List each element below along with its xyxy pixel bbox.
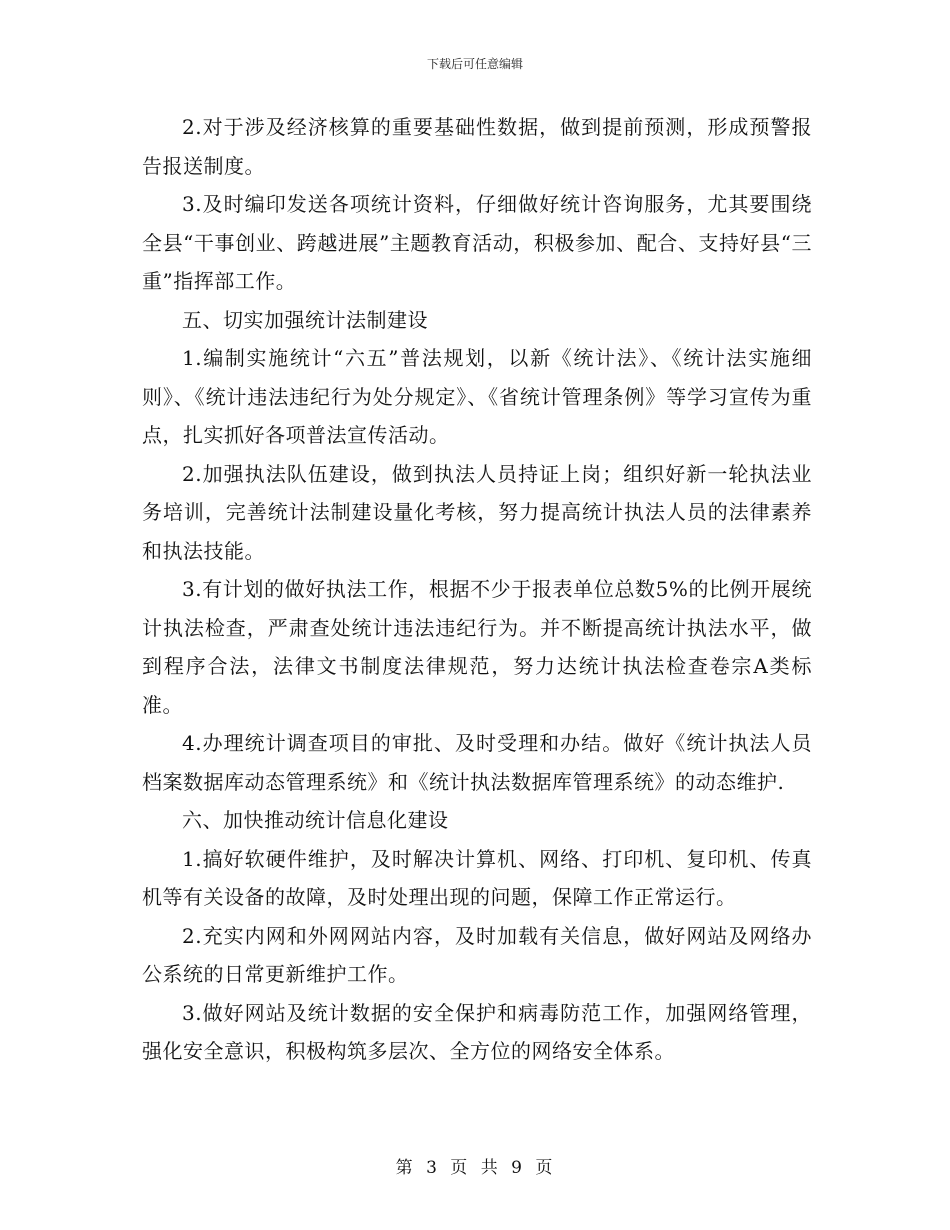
paragraph-6: 4.办理统计调查项目的审批、及时受理和办结。做好《统计执法人员档案数据库动态管理系统》和《统计执法数据库管理系统》的动态维护.	[142, 731, 812, 794]
paragraph-9: 3.做好网站及统计数据的安全保护和病毒防范工作，加强网络管理，强化安全意识，积极构筑多层次、全方位的网络安全体系。	[142, 1000, 812, 1063]
section-heading-5: 五、切实加强统计法制建设	[182, 307, 428, 332]
paragraph-1: 2.对于涉及经济核算的重要基础性数据，做到提前预测，形成预警报告报送制度。	[142, 115, 812, 178]
page-header: 下载后可任意编辑	[426, 57, 523, 71]
paragraph-3: 1.编制实施统计“六五”普法规划，以新《统计法》、《统计法实施细则》、《统计违法违纪行为处分规定》、《省统计管理条例》等学习宣传为重点，扎实抓好各项普法宣传活动。	[142, 346, 812, 447]
paragraph-5: 3.有计划的做好执法工作，根据不少于报表单位总数5%的比例开展统计执法检查，严肃查处统计违法违纪行为。并不断提高统计执法水平，做到程序合法，法律文书制度法律规范，努力达统计执法检查卷宗A类标准。	[142, 577, 812, 717]
page-number: 第 3 页 共 9 页	[395, 1158, 555, 1178]
paragraph-4: 2.加强执法队伍建设，做到执法人员持证上岗；组织好新一轮执法业务培训，完善统计法制建设量化考核，努力提高统计执法人员的法律素养和执法技能。	[142, 461, 812, 563]
paragraph-7: 1.搞好软硬件维护，及时解决计算机、网络、打印机、复印机、传真机等有关设备的故障，及时处理出现的问题，保障工作正常运行。	[142, 846, 812, 909]
section-heading-6: 六、加快推动统计信息化建设	[182, 808, 449, 832]
paragraph-8: 2.充实内网和外网网站内容，及时加载有关信息，做好网站及网络办公系统的日常更新维护工作。	[142, 923, 812, 986]
document-body	[142, 108, 812, 1071]
paragraph-2: 3.及时编印发送各项统计资料，仔细做好统计咨询服务，尤其要围绕全县“干事创业、跨越进展”主题教育活动，积极参加、配合、支持好县“三重”指挥部工作。	[142, 192, 812, 293]
